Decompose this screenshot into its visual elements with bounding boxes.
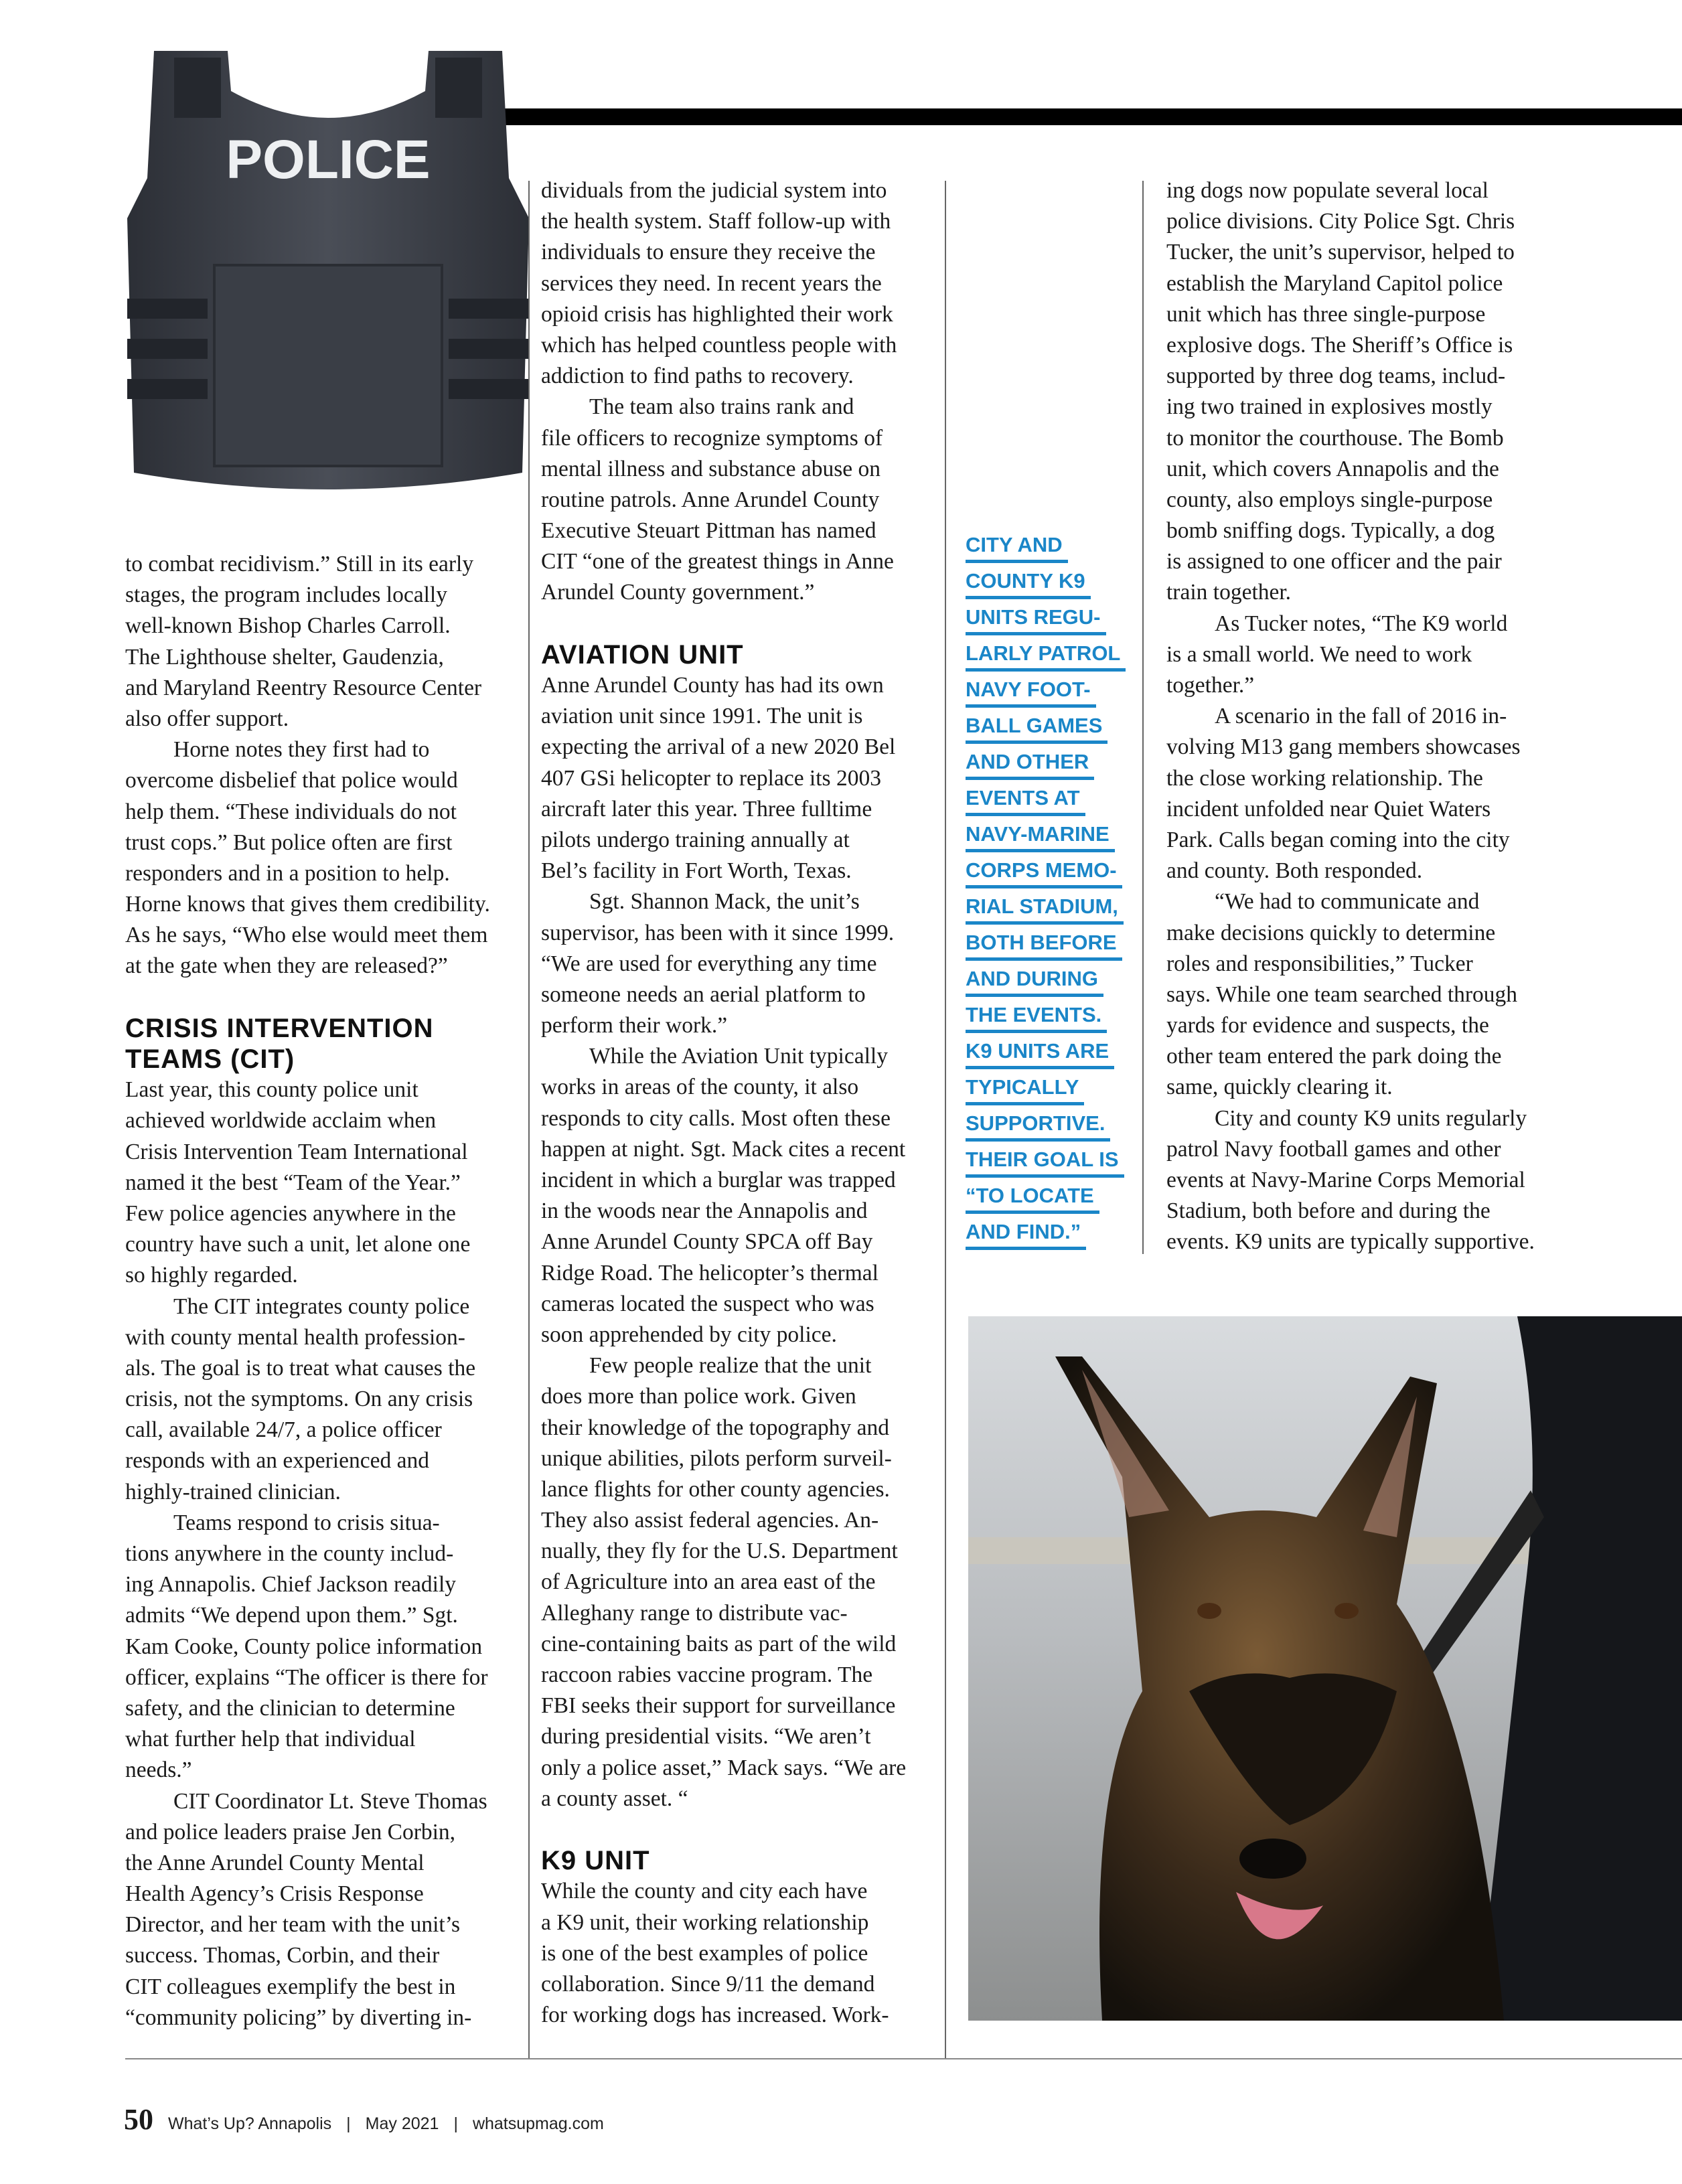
article-column-1 bbox=[125, 549, 490, 2033]
body-text-line: Few police agencies anywhere in the bbox=[125, 1200, 456, 1226]
pull-quote-line bbox=[966, 637, 1126, 674]
pull-quote-line bbox=[966, 963, 1126, 999]
pull-quote-text: RIAL STADIUM, bbox=[966, 892, 1124, 925]
body-text-line: and police leaders praise Jen Corbin, bbox=[125, 1819, 456, 1845]
issue-date: May 2021 bbox=[365, 2114, 439, 2133]
body-text-line: happen at night. Sgt. Mack cites a recent bbox=[541, 1136, 906, 1162]
pull-quote-text: BALL GAMES bbox=[966, 711, 1107, 744]
body-text-line: trust cops.” But police often are first bbox=[125, 830, 453, 855]
body-text-line: cine-containing baits as part of the wild bbox=[541, 1631, 897, 1656]
pull-quote-line bbox=[966, 746, 1126, 782]
pull-quote-line bbox=[966, 674, 1126, 710]
body-text-line: a county asset. “ bbox=[541, 1786, 688, 1811]
body-text-line: “We are used for everything any time bbox=[541, 951, 877, 976]
body-text-line: is one of the best examples of police bbox=[541, 1940, 868, 1966]
pull-quote-text: “TO LOCATE bbox=[966, 1181, 1099, 1214]
body-text-line: roles and responsibilities,” Tucker bbox=[1166, 951, 1473, 976]
pull-quote-line bbox=[966, 601, 1126, 637]
body-text-line: CIT “one of the greatest things in Anne bbox=[541, 549, 894, 574]
pull-quote-text: AND FIND.” bbox=[966, 1217, 1086, 1250]
body-text-line: does more than police work. Given bbox=[541, 1384, 856, 1409]
body-text-line: Horne knows that gives them credibility. bbox=[125, 892, 490, 917]
body-text-line: bomb sniffing dogs. Typically, a dog bbox=[1166, 518, 1495, 544]
body-text-line: While the county and city each have bbox=[541, 1879, 868, 1904]
body-text-line: police divisions. City Police Sgt. Chris bbox=[1166, 209, 1515, 234]
pull-quote-text: UNITS REGU- bbox=[966, 603, 1106, 635]
body-text-line: events. K9 units are typically supportive. bbox=[1166, 1229, 1535, 1255]
body-text-line: overcome disbelief that police would bbox=[125, 768, 458, 793]
footer-rule bbox=[125, 2058, 1682, 2059]
body-text-line: Park. Calls began coming into the city bbox=[1166, 827, 1510, 852]
pull-quote-line bbox=[966, 1071, 1126, 1107]
paragraph-gap bbox=[541, 609, 906, 639]
vest-police-lettering: POLICE bbox=[226, 129, 431, 190]
body-text-line: perform their work.” bbox=[541, 1013, 728, 1038]
pull-quote-line bbox=[966, 927, 1126, 963]
body-text-line: their knowledge of the topography and bbox=[541, 1415, 890, 1440]
pull-quote-line bbox=[966, 999, 1126, 1035]
body-text-line: They also assist federal agencies. An- bbox=[541, 1508, 879, 1533]
body-text-line: Ridge Road. The helicopter’s thermal bbox=[541, 1260, 878, 1285]
body-text-line: Tucker, the unit’s supervisor, helped to bbox=[1166, 240, 1515, 265]
body-text-line: a K9 unit, their working relationship bbox=[541, 1909, 869, 1935]
pull-quote-text: THE EVENTS. bbox=[966, 1000, 1107, 1033]
body-text-line: the Anne Arundel County Mental bbox=[125, 1850, 425, 1875]
body-text-line: opioid crisis has highlighted their work bbox=[541, 301, 893, 327]
page-number: 50 bbox=[124, 2103, 153, 2136]
pull-quote-line bbox=[966, 1180, 1126, 1216]
pull-quote-text: COUNTY K9 bbox=[966, 566, 1091, 599]
body-text-line: train together. bbox=[1166, 580, 1292, 605]
pull-quote-text: SUPPORTIVE. bbox=[966, 1109, 1110, 1142]
body-text-line: to monitor the courthouse. The Bomb bbox=[1166, 425, 1504, 451]
pull-quote-text: K9 UNITS ARE bbox=[966, 1036, 1114, 1069]
police-vest-image bbox=[114, 44, 542, 513]
pull-quote-text: CITY AND bbox=[966, 530, 1068, 563]
body-text-line: ing Annapolis. Chief Jackson readily bbox=[125, 1572, 457, 1597]
body-text-line: which has helped countless people with bbox=[541, 332, 897, 358]
body-text-line: incident in which a burglar was trapped bbox=[541, 1168, 896, 1192]
body-text-line: collaboration. Since 9/11 the demand bbox=[541, 1971, 875, 1997]
body-text-line: in the woods near the Annapolis and bbox=[541, 1198, 868, 1224]
paragraph-first-line: A scenario in the fall of 2016 in- bbox=[1215, 704, 1507, 729]
body-text-line: the close working relationship. The bbox=[1166, 765, 1483, 791]
body-text-line: of Agriculture into an area east of the bbox=[541, 1569, 876, 1595]
column-divider bbox=[945, 181, 946, 2059]
body-text-line: addiction to find paths to recovery. bbox=[541, 364, 854, 389]
body-text-line: Anne Arundel County has had its own bbox=[541, 673, 884, 698]
body-text-line: Arundel County government.” bbox=[541, 580, 815, 605]
website-link[interactable]: whatsupmag.com bbox=[472, 2114, 604, 2133]
body-text-line: soon apprehended by city police. bbox=[541, 1322, 837, 1347]
body-text-line: mental illness and substance abuse on bbox=[541, 456, 881, 481]
body-text-line: and Maryland Reentry Resource Center bbox=[125, 675, 482, 700]
body-text-line: is a small world. We need to work bbox=[1166, 641, 1472, 667]
section-heading: CRISIS INTERVENTION bbox=[125, 1013, 434, 1043]
body-text-line: “community policing” by diverting in- bbox=[125, 2005, 472, 2030]
body-text-line: responders and in a position to help. bbox=[125, 860, 450, 886]
body-text-line: Executive Steuart Pittman has named bbox=[541, 518, 876, 544]
paragraph-first-line: The CIT integrates county police bbox=[173, 1294, 470, 1319]
body-text-line: Anne Arundel County SPCA off Bay bbox=[541, 1229, 873, 1255]
body-text-line: so highly regarded. bbox=[125, 1263, 298, 1288]
paragraph-gap bbox=[125, 982, 490, 1013]
body-text-line: named it the best “Team of the Year.” bbox=[125, 1170, 461, 1195]
body-text-line: ing dogs now populate several local bbox=[1166, 178, 1488, 203]
paragraph-first-line: “We had to communicate and bbox=[1215, 889, 1480, 915]
body-text-line: aircraft later this year. Three fulltime bbox=[541, 796, 872, 822]
pull-quote-line bbox=[966, 1035, 1126, 1071]
pull-quote-line bbox=[966, 1107, 1126, 1144]
body-text-line: and county. Both responded. bbox=[1166, 858, 1423, 884]
publication-name: What’s Up? Annapolis bbox=[168, 2114, 332, 2133]
body-text-line: safety, and the clinician to determine bbox=[125, 1695, 455, 1721]
paragraph-first-line: CIT Coordinator Lt. Steve Thomas bbox=[173, 1788, 487, 1814]
body-text-line: CIT colleagues exemplify the best in bbox=[125, 1974, 456, 1999]
body-text-line: Bel’s facility in Fort Worth, Texas. bbox=[541, 858, 852, 884]
body-text-line: the health system. Staff follow-up with bbox=[541, 209, 891, 234]
body-text-line: expecting the arrival of a new 2020 Bel bbox=[541, 734, 896, 760]
body-text-line: aviation unit since 1991. The unit is bbox=[541, 704, 863, 729]
body-text-line: tions anywhere in the county includ- bbox=[125, 1541, 454, 1566]
footer-separator: | bbox=[453, 2114, 458, 2133]
k9-dog-photo bbox=[968, 1316, 1682, 2021]
body-text-line: Kam Cooke, County police information bbox=[125, 1634, 483, 1659]
pull-quote-line bbox=[966, 1144, 1126, 1180]
section-heading: TEAMS (CIT) bbox=[125, 1044, 295, 1074]
pull-quote-text: TYPICALLY bbox=[966, 1073, 1084, 1105]
body-text-line: well-known Bishop Charles Carroll. bbox=[125, 613, 451, 639]
body-text-line: explosive dogs. The Sheriff’s Office is bbox=[1166, 332, 1513, 358]
body-text-line: routine patrols. Anne Arundel County bbox=[541, 487, 880, 512]
body-text-line: file officers to recognize symptoms of bbox=[541, 425, 883, 451]
body-text-line: 407 GSi helicopter to replace its 2003 bbox=[541, 765, 881, 791]
body-text-line: Health Agency’s Crisis Response bbox=[125, 1881, 424, 1907]
paragraph-first-line: Few people realize that the unit bbox=[589, 1353, 872, 1379]
body-text-line: needs.” bbox=[125, 1758, 192, 1783]
body-text-line: Crisis Intervention Team International bbox=[125, 1139, 468, 1164]
pull-quote-line bbox=[966, 529, 1126, 565]
body-text-line: says. While one team searched through bbox=[1166, 982, 1518, 1007]
body-text-line: individuals to ensure they receive the bbox=[541, 240, 876, 265]
body-text-line: call, available 24/7, a police officer bbox=[125, 1417, 442, 1443]
body-text-line: As he says, “Who else would meet them bbox=[125, 923, 488, 948]
body-text-line: admits “We depend upon them.” Sgt. bbox=[125, 1603, 458, 1628]
pull-quote-text: AND DURING bbox=[966, 964, 1103, 997]
body-text-line: supported by three dog teams, includ- bbox=[1166, 364, 1506, 389]
pull-quote-line bbox=[966, 1216, 1126, 1252]
body-text-line: als. The goal is to treat what causes the bbox=[125, 1355, 476, 1381]
pull-quote-line bbox=[966, 710, 1126, 746]
article-column-3 bbox=[1166, 175, 1535, 1258]
body-text-line: to combat recidivism.” Still in its early bbox=[125, 552, 474, 576]
body-text-line: responds to city calls. Most often these bbox=[541, 1105, 891, 1131]
header-rule bbox=[487, 108, 1682, 125]
footer-separator: | bbox=[346, 2114, 351, 2133]
pull-quote-text: NAVY FOOT- bbox=[966, 675, 1096, 708]
body-text-line: other team entered the park doing the bbox=[1166, 1044, 1502, 1069]
paragraph-first-line: Horne notes they first had to bbox=[173, 737, 430, 763]
body-text-line: lance flights for other county agencies. bbox=[541, 1476, 890, 1502]
body-text-line: The Lighthouse shelter, Gaudenzia, bbox=[125, 644, 444, 670]
pull-quote-text: THEIR GOAL IS bbox=[966, 1145, 1124, 1178]
body-text-line: supervisor, has been with it since 1999. bbox=[541, 920, 895, 945]
article-column-2 bbox=[541, 175, 906, 2031]
body-text-line: yards for evidence and suspects, the bbox=[1166, 1013, 1489, 1038]
body-text-line: volving M13 gang members showcases bbox=[1166, 734, 1521, 760]
body-text-line: FBI seeks their support for surveillance bbox=[541, 1693, 896, 1719]
paragraph-gap bbox=[541, 1814, 906, 1845]
body-text-line: county, also employs single-purpose bbox=[1166, 487, 1493, 512]
column-divider bbox=[1142, 181, 1144, 1254]
pull-quote-text: LARLY PATROL bbox=[966, 639, 1126, 672]
body-text-line: at the gate when they are released?” bbox=[125, 953, 448, 979]
body-text-line: pilots undergo training annually at bbox=[541, 827, 850, 852]
body-text-line: make decisions quickly to determine bbox=[1166, 920, 1496, 945]
pull-quote-text: AND OTHER bbox=[966, 747, 1094, 780]
body-text-line: stages, the program includes locally bbox=[125, 582, 447, 608]
body-text-line: country have such a unit, let alone one bbox=[125, 1232, 471, 1257]
pull-quote-line bbox=[966, 890, 1126, 927]
body-text-line: someone needs an aerial platform to bbox=[541, 982, 866, 1007]
section-heading: K9 UNIT bbox=[541, 1846, 650, 1876]
body-text-line: unit, which covers Annapolis and the bbox=[1166, 456, 1499, 481]
body-text-line: help them. “These individuals do not bbox=[125, 799, 457, 824]
body-text-line: establish the Maryland Capitol police bbox=[1166, 270, 1503, 296]
paragraph-first-line: As Tucker notes, “The K9 world bbox=[1215, 611, 1508, 636]
body-text-line: ing two trained in explosives mostly bbox=[1166, 394, 1493, 420]
body-text-line: Stadium, both before and during the bbox=[1166, 1198, 1490, 1224]
body-text-line: patrol Navy football games and other bbox=[1166, 1136, 1501, 1162]
pull-quote-line bbox=[966, 854, 1126, 890]
paragraph-first-line: City and county K9 units regularly bbox=[1215, 1105, 1527, 1131]
page-footer bbox=[124, 2102, 604, 2136]
pull-quote bbox=[966, 529, 1126, 1252]
paragraph-first-line: The team also trains rank and bbox=[589, 394, 854, 420]
body-text-line: nually, they fly for the U.S. Department bbox=[541, 1539, 898, 1564]
body-text-line: unit which has three single-purpose bbox=[1166, 301, 1486, 327]
body-text-line: same, quickly clearing it. bbox=[1166, 1075, 1393, 1100]
pull-quote-text: NAVY-MARINE bbox=[966, 820, 1115, 852]
column-divider bbox=[528, 181, 530, 2059]
section-heading: AVIATION UNIT bbox=[541, 639, 744, 670]
paragraph-first-line: Sgt. Shannon Mack, the unit’s bbox=[589, 889, 860, 915]
body-text-line: also offer support. bbox=[125, 706, 289, 731]
pull-quote-text: BOTH BEFORE bbox=[966, 928, 1122, 961]
body-text-line: officer, explains “The officer is there for bbox=[125, 1664, 488, 1690]
body-text-line: works in areas of the county, it also bbox=[541, 1075, 859, 1100]
pull-quote-line bbox=[966, 782, 1126, 818]
body-text-line: achieved worldwide acclaim when bbox=[125, 1108, 437, 1134]
body-text-line: for working dogs has increased. Work- bbox=[541, 2003, 889, 2028]
body-text-line: Alleghany range to distribute vac- bbox=[541, 1600, 848, 1626]
body-text-line: is assigned to one officer and the pair bbox=[1166, 549, 1502, 574]
body-text-line: dividuals from the judicial system into bbox=[541, 178, 887, 203]
body-text-line: raccoon rabies vaccine program. The bbox=[541, 1662, 873, 1687]
body-text-line: Last year, this county police unit bbox=[125, 1077, 418, 1103]
body-text-line: with county mental health profession- bbox=[125, 1324, 465, 1350]
body-text-line: responds with an experienced and bbox=[125, 1448, 429, 1474]
body-text-line: success. Thomas, Corbin, and their bbox=[125, 1943, 440, 1968]
body-text-line: services they need. In recent years the bbox=[541, 270, 882, 296]
paragraph-first-line: While the Aviation Unit typically bbox=[589, 1044, 888, 1069]
pull-quote-text: CORPS MEMO- bbox=[966, 856, 1122, 888]
pull-quote-line bbox=[966, 565, 1126, 601]
body-text-line: cameras located the suspect who was bbox=[541, 1291, 874, 1316]
pull-quote-line bbox=[966, 818, 1126, 854]
body-text-line: together.” bbox=[1166, 673, 1255, 698]
body-text-line: highly-trained clinician. bbox=[125, 1479, 341, 1504]
body-text-line: incident unfolded near Quiet Waters bbox=[1166, 796, 1491, 822]
body-text-line: only a police asset,” Mack says. “We are bbox=[541, 1755, 907, 1780]
body-text-line: unique abilities, pilots perform surveil- bbox=[541, 1446, 892, 1471]
pull-quote-text: EVENTS AT bbox=[966, 783, 1085, 816]
body-text-line: during presidential visits. “We aren’t bbox=[541, 1724, 871, 1749]
body-text-line: events at Navy-Marine Corps Memorial bbox=[1166, 1168, 1525, 1192]
paragraph-first-line: Teams respond to crisis situa- bbox=[173, 1510, 440, 1535]
body-text-line: Director, and her team with the unit’s bbox=[125, 1912, 461, 1938]
body-text-line: crisis, not the symptoms. On any crisis bbox=[125, 1387, 473, 1412]
body-text-line: what further help that individual bbox=[125, 1727, 416, 1752]
